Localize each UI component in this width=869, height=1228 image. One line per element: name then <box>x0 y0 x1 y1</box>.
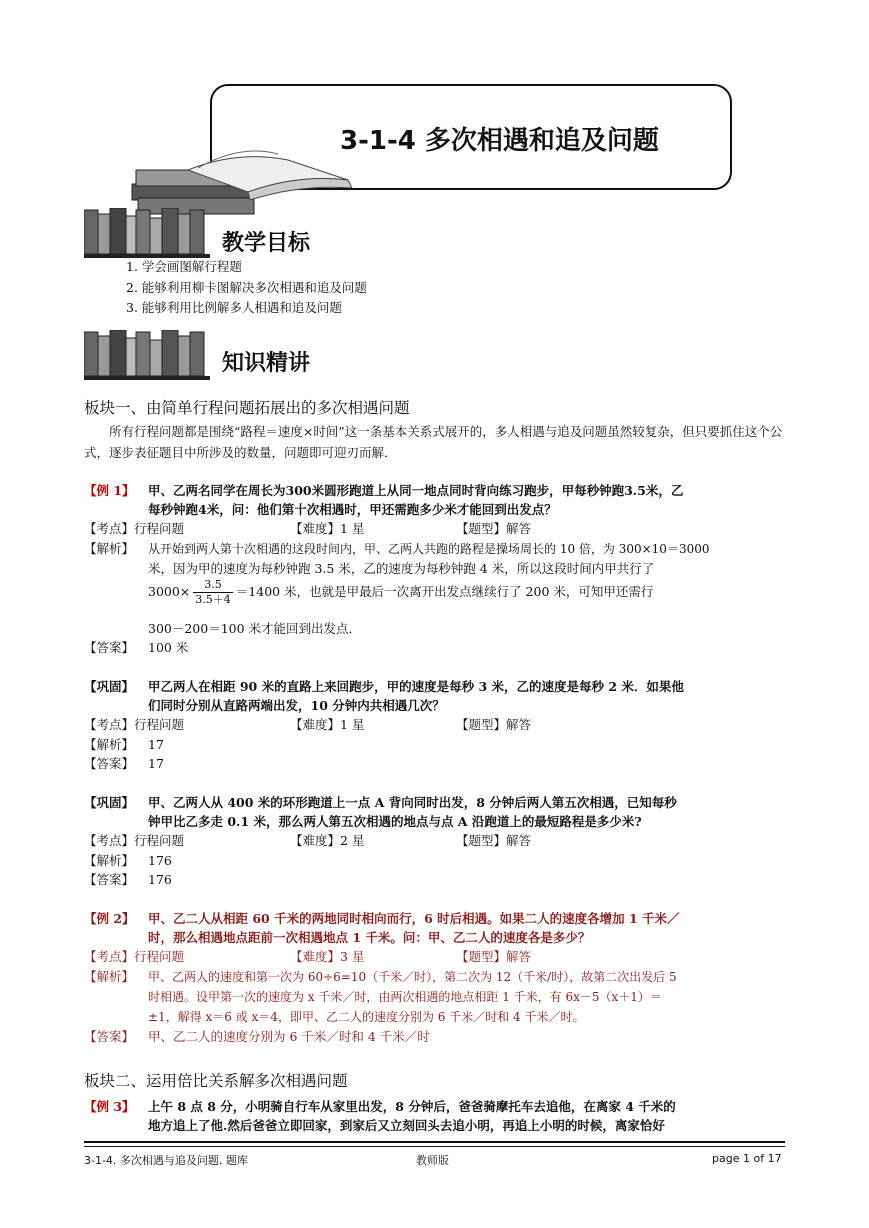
fraction-denominator: 3.5＋4 <box>195 593 231 606</box>
type-label: 【题型】 <box>456 833 507 848</box>
footer-doc-name: 3-1-4. 多次相遇与追及问题. 题库 <box>84 1154 248 1167</box>
answer-value: 176 <box>148 872 172 887</box>
objectives-heading: 教学目标 <box>222 231 311 256</box>
topic-label: 【考点】 <box>84 833 135 848</box>
block1-title: 板块一、由简单行程问题拓展出的多次相遇问题 <box>84 399 410 417</box>
topic-label: 【考点】 <box>84 521 135 536</box>
type-label: 【题型】 <box>456 521 507 536</box>
solution-label: 【解析】 <box>84 969 135 984</box>
solution-label: 【解析】 <box>84 737 135 752</box>
solution-value: 176 <box>148 853 172 868</box>
consolidation-2 <box>84 793 786 893</box>
formula-prefix: 3000× <box>148 584 191 599</box>
consolidation-1 <box>84 677 786 777</box>
topic-value: 行程问题 <box>134 833 185 848</box>
answer-label: 【答案】 <box>84 872 135 887</box>
example-3 <box>84 1097 786 1139</box>
topic-value: 行程问题 <box>134 521 185 536</box>
difficulty-label: 【难度】 <box>290 717 341 732</box>
difficulty-value: 1 星 <box>340 521 365 536</box>
solution-line: 300－200＝100 米才能回到出发点． <box>148 621 362 636</box>
list-item: 3. 能够利用比例解多人相遇和追及问题 <box>126 300 342 315</box>
solution-value: 17 <box>148 737 164 752</box>
question-line: 时，那么相遇地点距前一次相遇地点 1 千米。问：甲、乙二人的速度各是多少？ <box>148 930 591 945</box>
solution-line: 甲、乙两人的速度和第一次为 60÷6=10（千米／时），第二次为 12（千米/时），故第二次出发后 5 <box>148 970 677 984</box>
answer-label: 【答案】 <box>84 1029 135 1044</box>
topic-label: 【考点】 <box>84 717 135 732</box>
type-label: 【题型】 <box>456 949 507 964</box>
block2-title: 板块二、运用倍比关系解多次相遇问题 <box>84 1072 348 1090</box>
example-1 <box>84 481 786 661</box>
difficulty-value: 2 星 <box>340 833 365 848</box>
question-line: 们同时分别从直路两端出发，10 分钟内共相遇几次？ <box>148 698 445 713</box>
fraction-numerator: 3.5 <box>193 578 233 593</box>
answer-label: 【答案】 <box>84 756 135 771</box>
topic-label: 【考点】 <box>84 949 135 964</box>
answer-label: 【答案】 <box>84 640 135 655</box>
solution-line: ±1，解得 x＝6 或 x＝4，即甲、乙二人的速度分别为 6 千米／时和 4 千米／时。 <box>148 1010 585 1024</box>
answer-value: 100 米 <box>148 640 189 655</box>
page-number: page 1 of 17 <box>712 1152 782 1165</box>
shelf-icon <box>84 208 220 262</box>
answer-value: 甲、乙二人的速度分别为 6 千米／时和 4 千米／时 <box>148 1029 430 1044</box>
difficulty-label: 【难度】 <box>290 949 341 964</box>
solution-label: 【解析】 <box>84 541 135 556</box>
footer-edition: 教师版 <box>416 1154 449 1167</box>
type-value: 解答 <box>506 717 532 732</box>
solution-formula-line <box>148 578 653 607</box>
difficulty-label: 【难度】 <box>290 521 341 536</box>
difficulty-value: 3 星 <box>340 949 365 964</box>
type-label: 【题型】 <box>456 717 507 732</box>
fraction <box>193 578 233 607</box>
list-item: 2. 能够利用柳卡图解决多次相遇和追及问题 <box>126 279 367 295</box>
question-line: 每秒钟跑4米，问：他们第十次相遇时，甲还需跑多少米才能回到出发点？ <box>148 502 557 517</box>
example-label: 【例 3】 <box>84 1099 135 1114</box>
formula-suffix: ＝1400 米，也就是甲最后一次离开出发点继续行了 200 米，可知甲还需行 <box>235 584 654 599</box>
knowledge-heading: 知识精讲 <box>222 351 311 376</box>
consolidate-label: 【巩固】 <box>84 795 135 810</box>
example-label: 【例 2】 <box>84 911 135 926</box>
question-line: 甲乙两人在相距 90 米的直路上来回跑步，甲的速度是每秒 3 米，乙的速度是每秒 2 米．如果他 <box>148 679 684 694</box>
question-line: 钟甲比乙多走 0.1 米，那么两人第五次相遇的地点与点 A 沿跑道上的最短路程是多少米? <box>148 814 642 829</box>
question-line: 地方追上了他.然后爸爸立即回家，到家后又立刻回头去追小明，再追上小明的时候，离家恰好 <box>148 1118 665 1133</box>
list-item: 1. 学会画图解行程题 <box>126 259 242 274</box>
type-value: 解答 <box>506 833 532 848</box>
shelf-icon <box>84 330 220 384</box>
answer-value: 17 <box>148 756 164 771</box>
example-2 <box>84 909 786 1049</box>
type-value: 解答 <box>506 949 532 964</box>
solution-line: 米，因为甲的速度为每秒钟跑 3.5 米，乙的速度为每秒钟跑 4 米，所以这段时间内甲共行了 <box>148 561 655 576</box>
example-label: 【例 1】 <box>84 483 135 498</box>
difficulty-value: 1 星 <box>340 717 365 732</box>
footer-rule <box>84 1146 785 1147</box>
difficulty-label: 【难度】 <box>290 833 341 848</box>
consolidate-label: 【巩固】 <box>84 679 135 694</box>
page-title: 3-1-4 多次相遇和追及问题 <box>340 126 659 156</box>
type-value: 解答 <box>506 521 532 536</box>
solution-line: 从开始到两人第十次相遇的这段时间内，甲、乙两人共跑的路程是操场周长的 10 倍，为 300×10＝3000 <box>148 542 710 556</box>
question-line: 上午 8 点 8 分，小明骑自行车从家里出发，8 分钟后，爸爸骑摩托车去追他，在离家 4 千米的 <box>148 1099 676 1114</box>
footer-rule <box>84 1141 785 1143</box>
objectives-list <box>126 257 367 319</box>
question-line: 甲、乙两人从 400 米的环形跑道上一点 A 背向同时出发，8 分钟后两人第五次相遇，已知每秒 <box>148 795 677 810</box>
topic-value: 行程问题 <box>134 949 185 964</box>
question-line: 甲、乙二人从相距 60 千米的两地同时相向而行，6 时后相遇。如果二人的速度各增加 1 千米／ <box>148 911 680 926</box>
topic-value: 行程问题 <box>134 717 185 732</box>
block1-intro: 所有行程问题都是围绕“路程＝速度×时间”这一条基本关系式展开的，多人相遇与追及问题虽然较复杂，但只要抓住这个公式，逐步表征题目中所涉及的数量，问题即可迎刃而解． <box>84 424 783 460</box>
solution-label: 【解析】 <box>84 853 135 868</box>
question-line: 甲、乙两名同学在周长为300米圆形跑道上从同一地点同时背向练习跑步，甲每秒钟跑3.5米，乙 <box>148 483 684 498</box>
solution-line: 时相遇。设甲第一次的速度为 x 千米／时，由两次相遇的地点相距 1 千米，有 6x－5（x＋1）＝ <box>148 990 662 1004</box>
